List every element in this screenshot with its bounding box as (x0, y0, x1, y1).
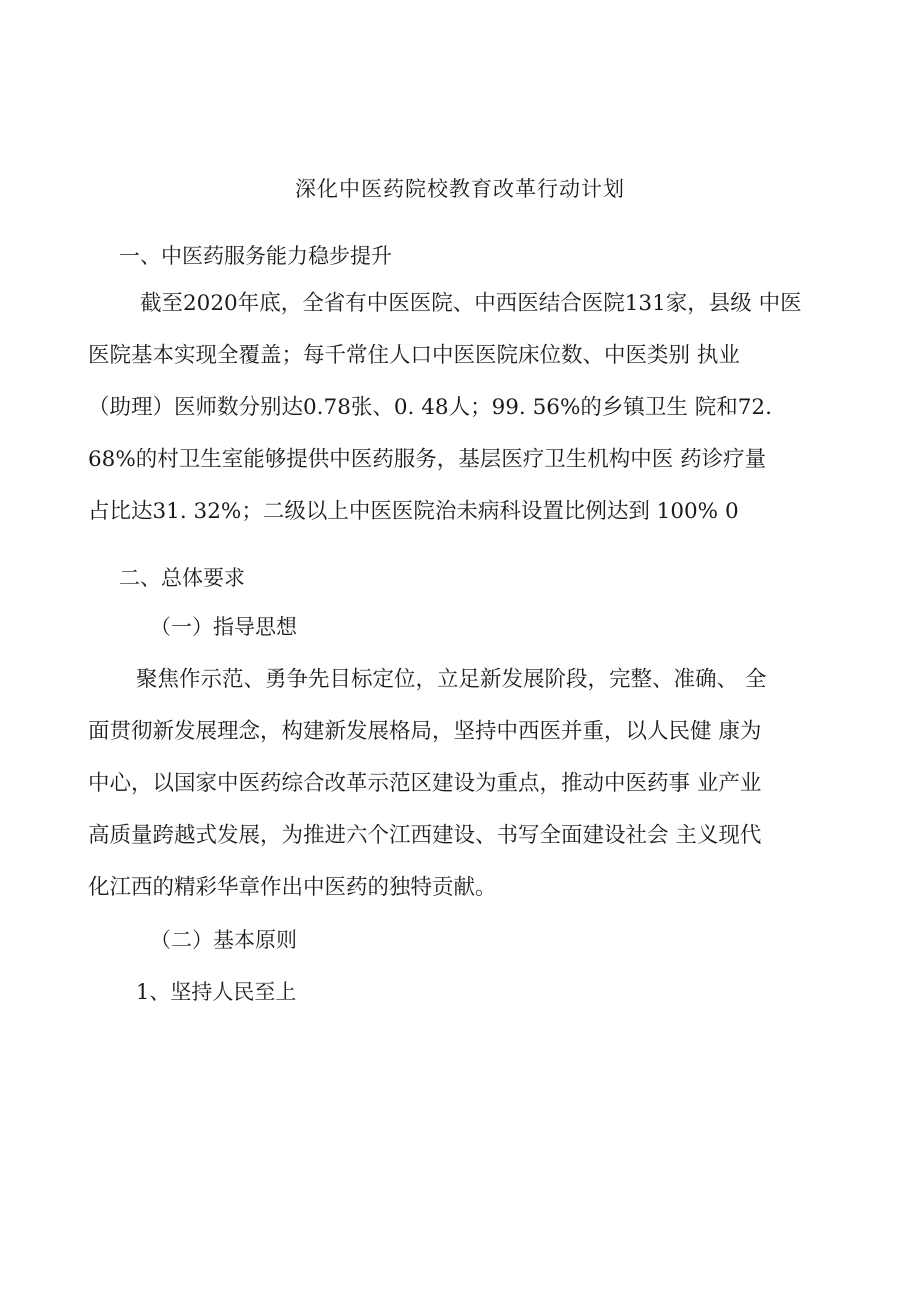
paragraph-line: （助理）医师数分别达0.78张、0. 48人；99. 56%的乡镇卫生 院和72. (88, 395, 772, 420)
paragraph-line: 高质量跨越式发展，为推进六个江西建设、书写全面建设社会 主义现代 (88, 823, 762, 848)
paragraph-line: 68%的村卫生室能够提供中医药服务，基层医疗卫生机构中医 药诊疗量 (88, 447, 767, 472)
document-title: 深化中医药院校教育改革行动计划 (295, 177, 625, 201)
principle-item-1: 1、坚持人民至上 (136, 980, 297, 1004)
paragraph-line: 化江西的精彩华章作出中医药的独特贡献。 (88, 875, 497, 900)
subsection-heading-1: （一）指导思想 (150, 615, 297, 639)
section-heading-2: 二、总体要求 (119, 566, 245, 590)
paragraph-line: 占比达31. 32%；二级以上中医医院治未病科设置比例达到 100% 0 (88, 499, 739, 524)
paragraph-line: 中心，以国家中医药综合改革示范区建设为重点，推动中医药事 业产业 (88, 771, 762, 796)
paragraph-line: 面贯彻新发展理念，构建新发展格局，坚持中西医并重，以人民健 康为 (88, 719, 762, 744)
paragraph-line: 聚焦作示范、勇争先目标定位，立足新发展阶段，完整、准确、 全 (136, 667, 767, 692)
subsection-heading-2: （二）基本原则 (150, 928, 297, 952)
paragraph-line: 截至2020年底，全省有中医医院、中西医结合医院131家，县级 中医 (140, 291, 802, 316)
section-heading-1: 一、中医药服务能力稳步提升 (119, 244, 392, 268)
paragraph-line: 医院基本实现全覆盖；每千常住人口中医医院床位数、中医类别 执业 (88, 343, 740, 368)
